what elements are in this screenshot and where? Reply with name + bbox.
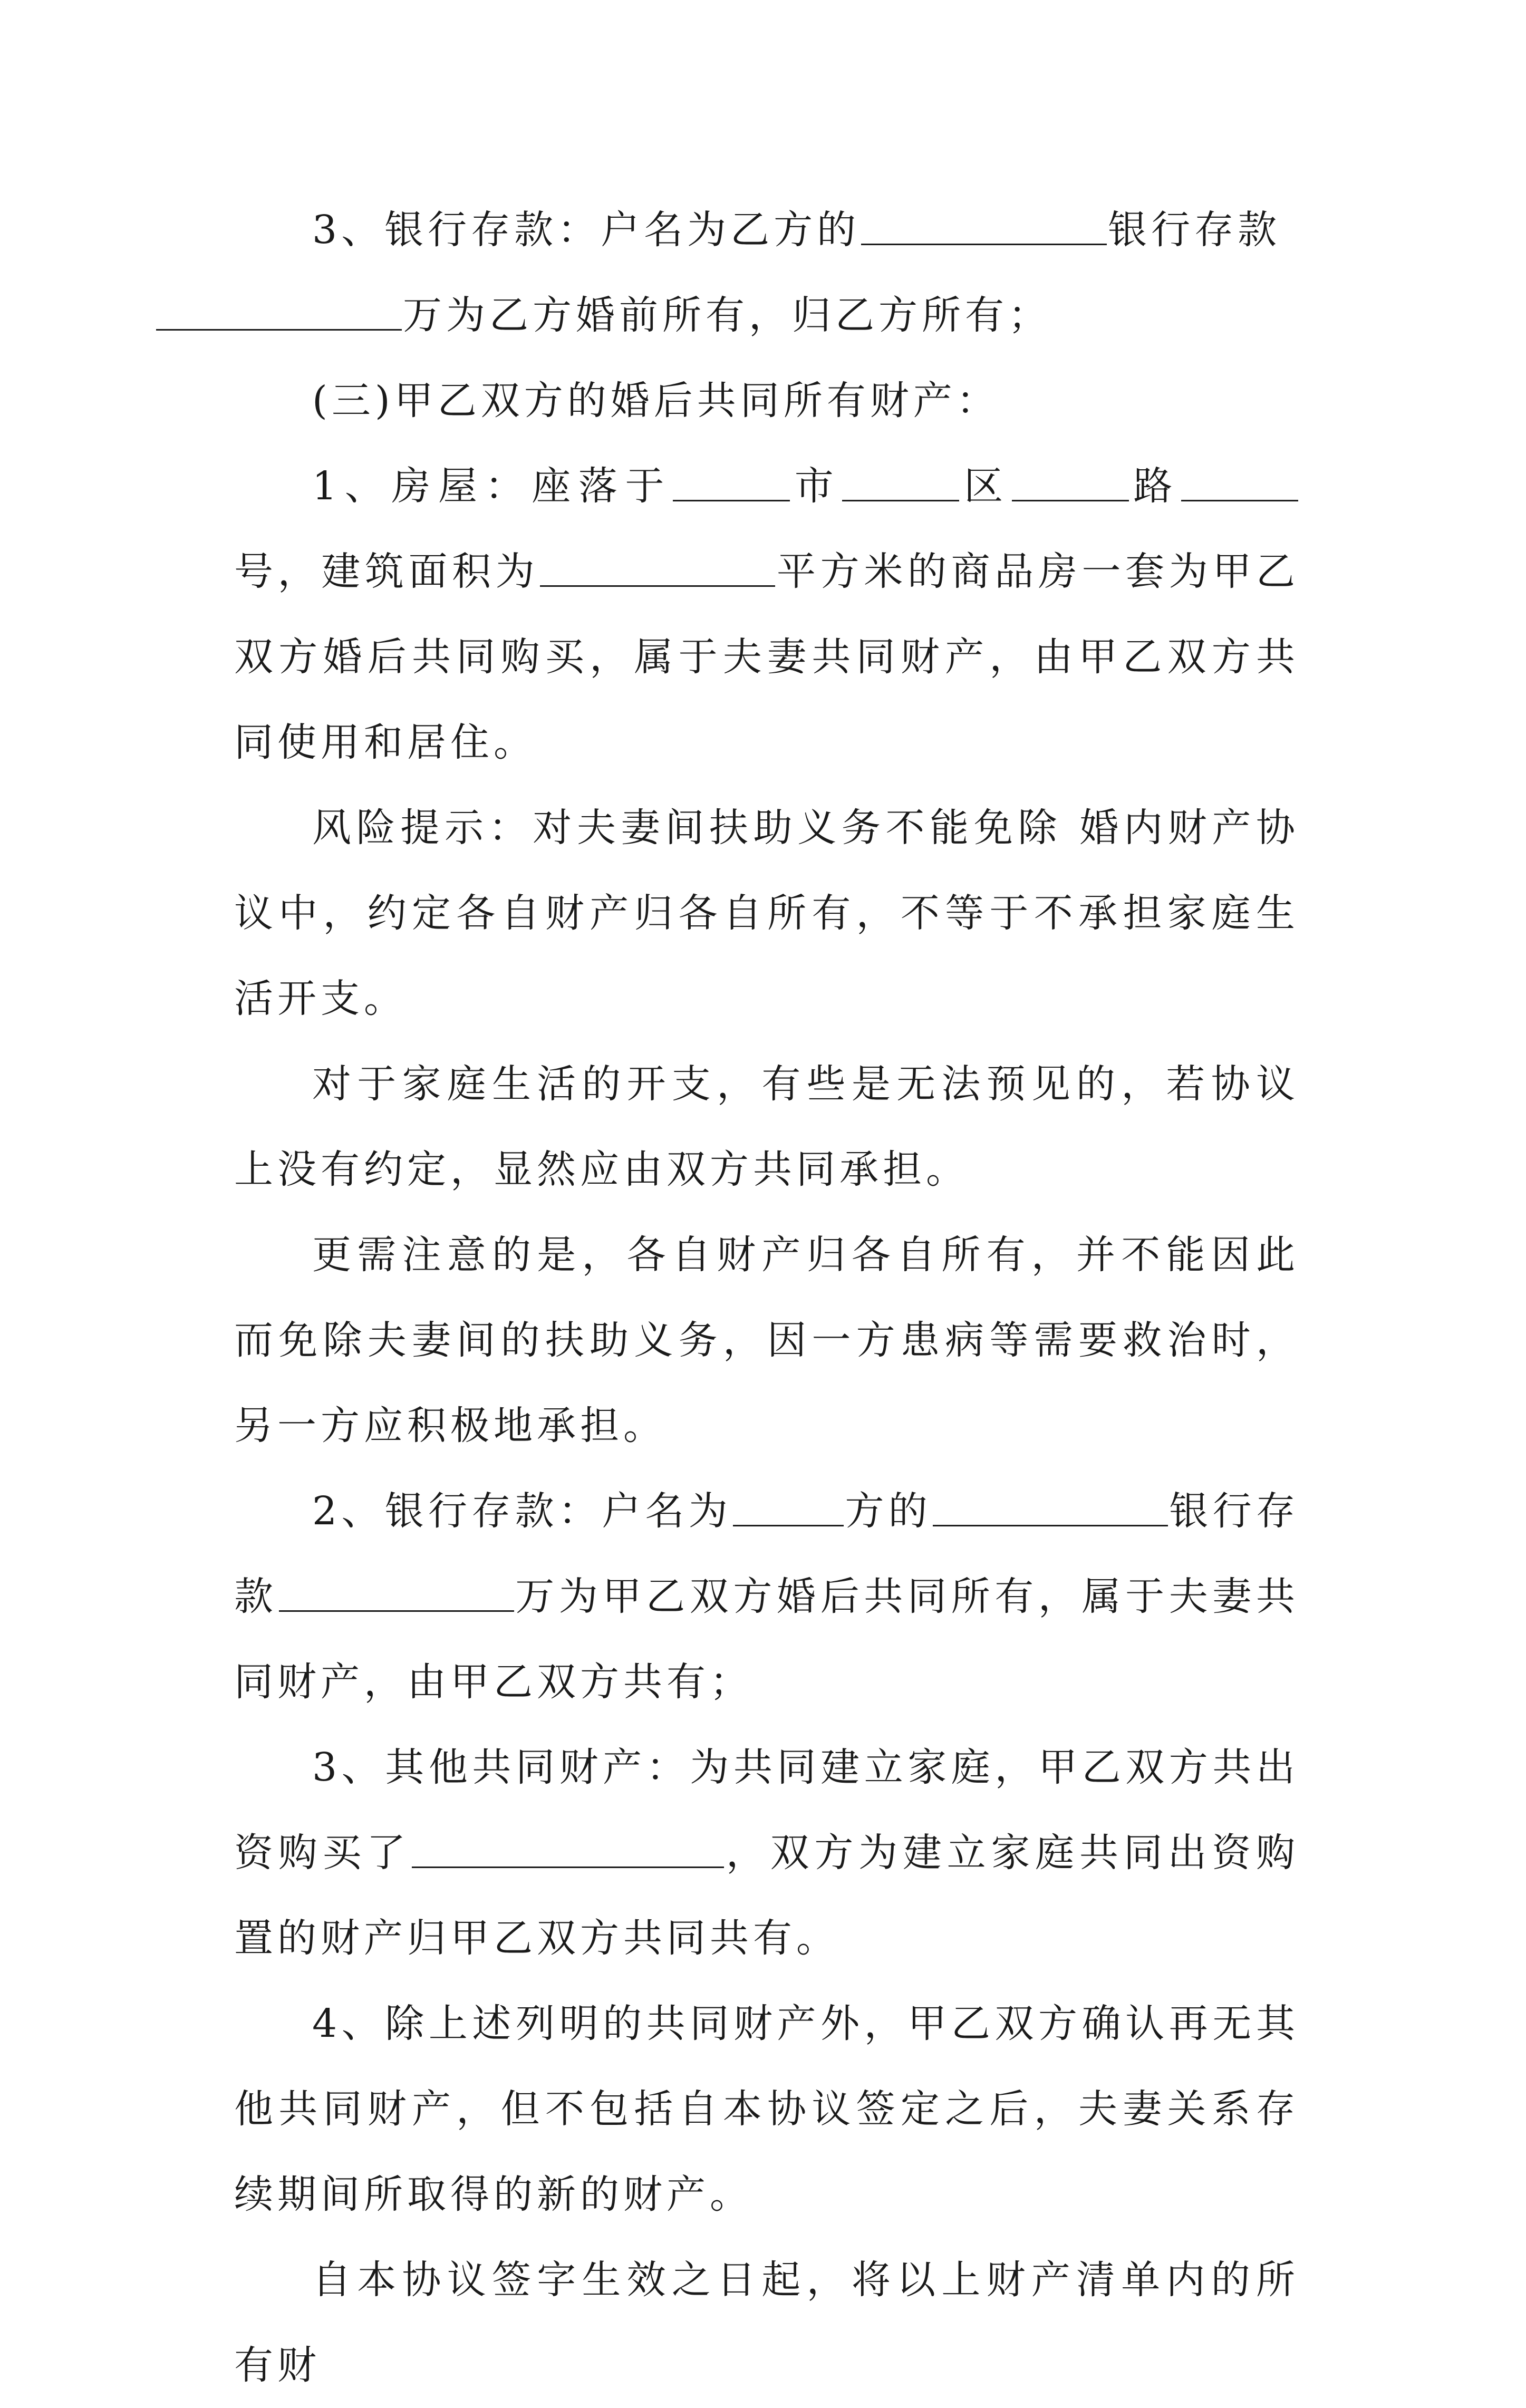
paragraph-bank-deposit-joint [234, 1468, 1299, 1725]
paragraph-effective-date: 自本协议签字生效之日起，将以上财产清单内的所有财 [234, 2257, 1299, 2388]
text-run: 市 [791, 463, 842, 509]
blank-number [1181, 463, 1298, 501]
text-run: 银行存款 [234, 1488, 1299, 1619]
paragraph-house [234, 443, 1299, 785]
section-heading-joint-property: (三)甲乙双方的婚后共同所有财产： [312, 378, 1000, 423]
text-run: 银行存款 [1108, 207, 1281, 253]
paragraph-other-joint-property [234, 1725, 1299, 1981]
text-run: 2、银行存款：户名为 [312, 1488, 732, 1534]
blank-district [842, 463, 959, 501]
blank-bank-name [861, 207, 1107, 245]
paragraph-mutual-support: 更需注意的是，各自财产归各自所有，并不能因此而免除夫妻间的扶助义务，因一方患病等需要救治时，另一方应积极地承担。 [234, 1232, 1299, 1448]
blank-bank-name [933, 1488, 1168, 1526]
text-run: ，双方为建立家庭共同出资购置的财产归甲乙双方共同共有。 [234, 1830, 1300, 1961]
text-run: 区 [960, 463, 1011, 509]
text-run: 号，建筑面积为 [234, 549, 539, 594]
text-run: 万为甲乙双方婚后共同所有，属于夫妻共同财产，由甲乙双方共有； [234, 1574, 1300, 1705]
paragraph-risk-notice: 风险提示：对夫妻间扶助义务不能免除 婚内财产协议中，约定各自财产归各自所有，不等于不承担家庭生活开支。 [234, 805, 1299, 1021]
blank-deposit-amount [156, 292, 402, 331]
text-run: 万为乙方婚前所有，归乙方所有； [403, 293, 1051, 338]
paragraph-bank-deposit-party-b [234, 187, 1299, 358]
blank-area [540, 548, 775, 587]
paragraph-no-other-property: 4、除上述列明的共同财产外，甲乙双方确认再无其他共同财产，但不包括自本协议签定之后，夫妻关系存续期间所取得的新的财产。 [234, 2001, 1299, 2217]
blank-city [673, 463, 790, 501]
document-body [234, 187, 1299, 2408]
blank-purchased-items [412, 1830, 724, 1868]
blank-deposit-amount [279, 1573, 514, 1612]
paragraph-household-expenses: 对于家庭生活的开支，有些是无法预见的，若协议上没有约定，显然应由双方共同承担。 [234, 1061, 1299, 1192]
text-run: 3、其他共同财产：为共同建立家庭，甲乙双方共出资购买了 [234, 1745, 1299, 1875]
text-run: 方的 [845, 1488, 932, 1534]
text-run: 1、房屋：座落于 [312, 463, 672, 509]
text-run: 3、银行存款：户名为乙方的 [312, 207, 861, 253]
blank-road [1012, 463, 1129, 501]
text-run: 平方米的商品房一套为甲乙双方婚后共同购买，属于夫妻共同财产，由甲乙双方共同使用和居住。 [234, 549, 1299, 765]
text-run: 路 [1129, 463, 1181, 509]
blank-account-holder [733, 1488, 844, 1526]
